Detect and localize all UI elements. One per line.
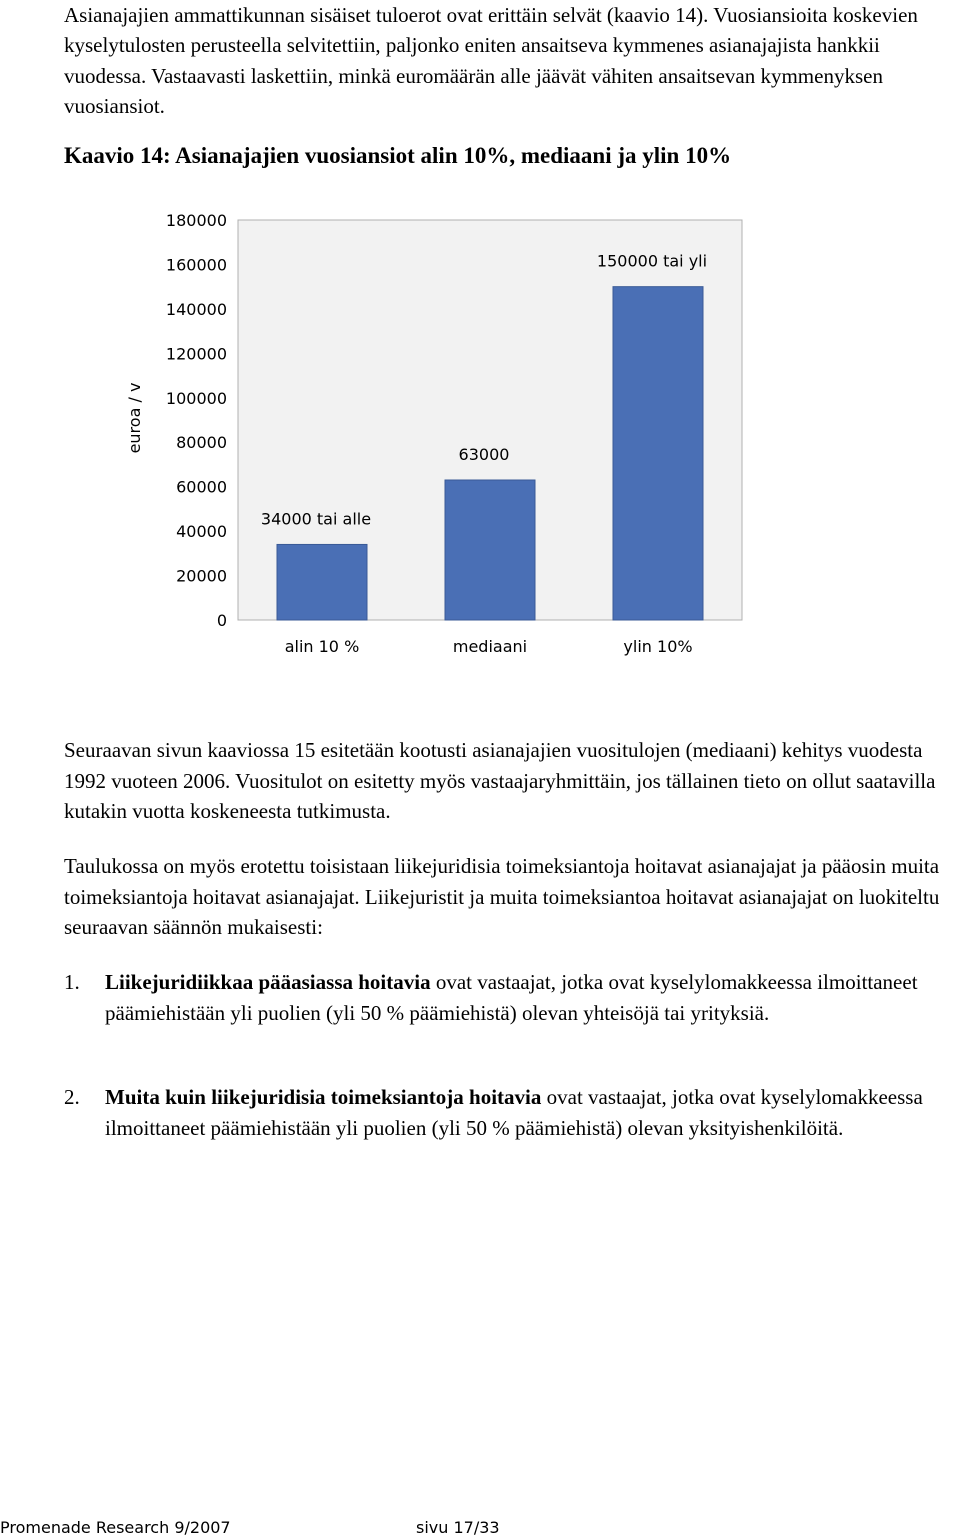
list-item-term: Muita kuin liikejuridisia toimeksiantoja hoitavia xyxy=(105,1085,542,1109)
bar-chart xyxy=(0,190,960,670)
footer-page-number: sivu 17/33 xyxy=(416,1518,500,1537)
intro-paragraph: Asianajajien ammattikunnan sisäiset tuloerot ovat erittäin selvät (kaavio 14). Vuosiansioita koskevien kyselytulosten perusteella selvitettiin, paljonko eniten ansaitseva kymmenes asianajajista hankkii vuodessa. Vastaavasti laskettiin, minkä euromäärän alle jäävät vähiten ansaitsevan kymmenyksen vuosiansiot. xyxy=(64,3,918,119)
x-tick-label: ylin 10% xyxy=(623,637,693,656)
y-tick-label: 20000 xyxy=(176,566,227,586)
list-item-number: 2. xyxy=(64,1085,80,1109)
x-tick-label: mediaani xyxy=(452,637,528,656)
y-tick-label: 160000 xyxy=(165,255,227,275)
data-label: 34000 tai alle xyxy=(260,509,372,529)
bar xyxy=(277,544,367,620)
y-tick-label: 180000 xyxy=(165,211,227,230)
y-tick-label: 100000 xyxy=(165,388,227,408)
list-item-term: Liikejuridiikkaa pääasiassa hoitavia xyxy=(105,970,431,994)
classification-paragraph: Taulukossa on myös erotettu toisistaan liikejuridisia toimeksiantoja hoitavat asianajajat ja pääosin muita toimeksiantoja hoitavat asianajajat. Liikejuristit ja muita toimeksiantoa hoitavat asianajajat on luokiteltu seuraavan säännön mukaisesti: xyxy=(64,854,940,939)
chart-heading: Kaavio 14: Asianajajien vuosiansiot alin 10%, mediaani ja ylin 10% xyxy=(64,143,732,168)
bar xyxy=(613,287,703,620)
x-tick-label: alin 10 % xyxy=(284,637,360,656)
bar xyxy=(445,480,535,620)
y-tick-label: 80000 xyxy=(176,433,227,453)
y-tick-label: 140000 xyxy=(165,299,227,319)
list-item-number: 1. xyxy=(64,970,80,994)
y-tick-label: 60000 xyxy=(176,477,227,497)
y-tick-label: 40000 xyxy=(176,522,227,542)
y-tick-label: 0 xyxy=(216,611,227,630)
data-label: 150000 tai yli xyxy=(596,251,708,271)
y-axis-label: euroa / v xyxy=(125,382,144,454)
footer-publisher: Promenade Research 9/2007 xyxy=(0,1518,231,1537)
y-tick-label: 120000 xyxy=(165,344,227,364)
list-item-text: ovat vastaajat, jotka ovat kyselylomakkeessa ilmoittaneet päämiehistään yli puolien (yli 50 % päämiehistä) olevan yhteisöjä tai yrityksiä. xyxy=(105,970,918,1025)
list-item-text: ovat vastaajat, jotka ovat kyselylomakkeessa ilmoittaneet päämiehistään yli puolien (yli 50 % päämiehistä) olevan yksityishenkilöitä. xyxy=(105,1085,923,1140)
data-label: 63000 xyxy=(458,445,510,464)
next-page-paragraph: Seuraavan sivun kaaviossa 15 esitetään kootusti asianajajien vuositulojen (mediaani) kehitys vuodesta 1992 vuoteen 2006. Vuositulot on esitetty myös vastaajaryhmittäin, jos tällainen tieto on ollut saatavilla kutakin vuotta koskeneesta tutkimusta. xyxy=(64,738,936,823)
